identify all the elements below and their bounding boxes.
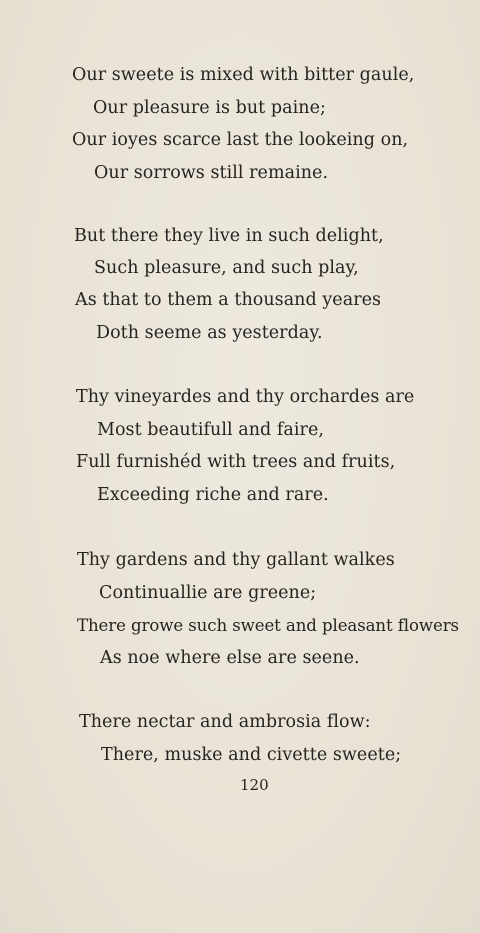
poem-line: As noe where else are seene. [100,648,360,668]
poem-line: Full furnishéd with trees and fruits, [76,452,396,472]
poem-line: Our ioyes scarce last the lookeing on, [72,130,409,150]
poem-line: Our sorrows still remaine. [94,163,329,183]
poem-line: There, muske and civette sweete; [101,745,402,765]
poem-line: Our sweete is mixed with bitter gaule, [72,65,415,85]
poem-line: Such pleasure, and such play, [94,258,359,278]
poem-line: But there they live in such delight, [74,226,384,246]
poem-line: Doth seeme as yesterday. [96,323,323,343]
poem-line: Exceeding riche and rare. [97,485,329,505]
poem-line: There nectar and ambrosia flow: [79,712,371,732]
page-number: 120 [240,776,269,794]
poem-line: Continuallie are greene; [99,583,317,603]
poem-line: There growe such sweet and pleasant flowers [77,616,459,635]
poem-line: Most beautifull and faire, [97,420,324,440]
poem-line: Thy gardens and thy gallant walkes [77,550,395,570]
poem-line: Our pleasure is but paine; [93,98,326,118]
poem-line: Thy vineyardes and thy orchardes are [76,387,415,407]
poem-line: As that to them a thousand yeares [75,290,382,310]
